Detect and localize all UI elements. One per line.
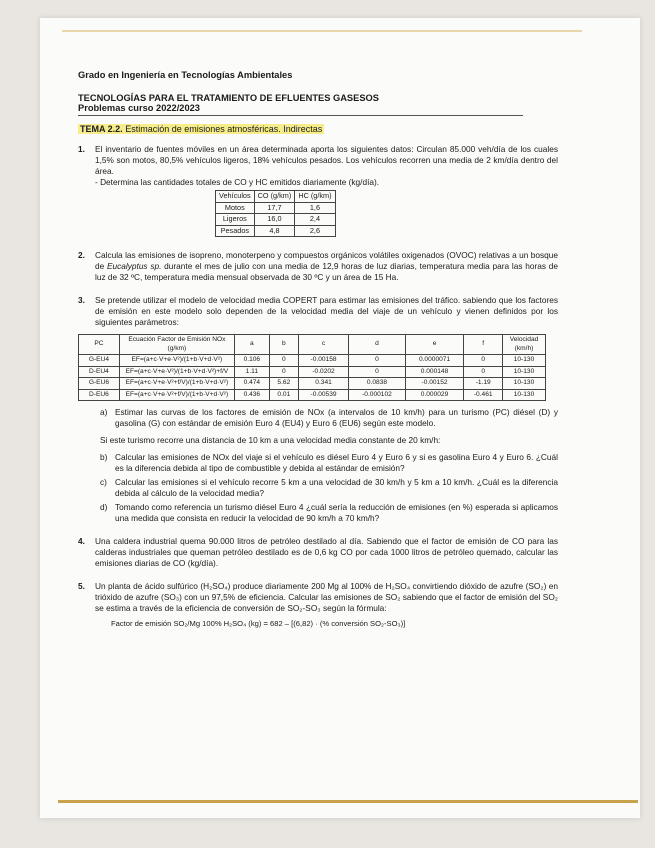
species-name: Eucalyptus sp. [107, 261, 162, 271]
problem-number: 2. [78, 250, 85, 260]
table-cell: Motos [216, 202, 255, 214]
table-row [79, 378, 546, 390]
header-rule [78, 115, 523, 116]
problem-text: El inventario de fuentes móviles en un área determinada aporta los siguientes datos: Circulan 85.000 veh/día de los cuales 1,5% son motos, 80,5% vehículos ligeros, 18% vehículos pesados. Los vehículos recorren una media de 2 km/día dentro del área. [95, 144, 558, 176]
problem-number: 1. [78, 144, 85, 154]
table-cell: 0.01 [269, 389, 298, 401]
subquestion-d [100, 502, 558, 524]
table-header: a [234, 335, 269, 355]
table-cell: 10-130 [503, 389, 546, 401]
table-header: Vehículos [216, 191, 255, 203]
table-cell: EF=(a+c·V+e·V²+f/V)/(1+b·V+d·V²) [119, 378, 234, 390]
table-cell: G-EU6 [79, 378, 120, 390]
table-cell: 0.436 [234, 389, 269, 401]
top-decorative-line [62, 30, 582, 32]
table-row [216, 202, 336, 214]
table-row [79, 389, 546, 401]
table-cell: 0.106 [234, 355, 269, 367]
table-cell: 0 [464, 366, 503, 378]
sub-label: b) [100, 452, 108, 462]
problem-number: 3. [78, 295, 85, 305]
emissions-table [215, 190, 336, 237]
table-cell: 10-130 [503, 378, 546, 390]
problem-text: Un planta de ácido sulfúrico (H₂SO₄) produce diariamente 200 Mg al 100% de H₂SO₄ convirtiendo dióxido de azufre (SO₂) en trióxido de azufre (SO₃) con un 97,5% de eficiencia. Calcular las emisiones de SO₂ sabiendo que el factor de emisión del SO₂ se estima a través de la eficiencia de conversión de SO₂-SO₃ según la fórmula: [95, 581, 558, 613]
problem-3-subquestions [100, 407, 558, 429]
copert-table [78, 334, 546, 401]
table-cell: 16,0 [254, 214, 295, 226]
sub-label: c) [100, 477, 107, 487]
table-cell: -0.00539 [298, 389, 348, 401]
table-cell: G-EU4 [79, 355, 120, 367]
degree-title: Grado en Ingeniería en Tecnologías Ambientales [78, 70, 293, 80]
table-header: HC (g/km) [295, 191, 335, 203]
problem-3-note: Si este turismo recorre una distancia de 10 km a una velocidad media constante de 20 km/h: [100, 435, 441, 445]
table-cell: -0.00158 [298, 355, 348, 367]
table-cell: 0 [269, 366, 298, 378]
sub-text: Calcular las emisiones de NOx del viaje si el vehículo es diésel Euro 4 y Euro 6 y si es gasolina Euro 4 y Euro 6. ¿Cuál es la diferencia debida al tipo de combustible y debida al estándar de emisión? [115, 452, 558, 473]
table-row [79, 355, 546, 367]
table-cell: -0.000102 [349, 389, 405, 401]
course-title: TECNOLOGÍAS PARA EL TRATAMIENTO DE EFLUENTES GASESOS [78, 93, 379, 103]
table-cell: 5.62 [269, 378, 298, 390]
table-cell: -0.0202 [298, 366, 348, 378]
table-cell: 10-130 [503, 366, 546, 378]
table-row [216, 225, 336, 237]
table-cell: 0.000029 [405, 389, 464, 401]
table-cell: D-EU6 [79, 389, 120, 401]
emission-formula: Factor de emisión SO₂/Mg 100% H₂SO₄ (kg) = 682 – [(6,82) · (% conversión SO₂-SO₃)] [111, 619, 406, 628]
tema-title: Estimación de emisiones atmosféricas. Indirectas [125, 124, 323, 134]
sub-text: Calcular las emisiones si el vehículo recorre 5 km a una velocidad de 30 km/h y 5 km a 10 km/h. ¿Cuál es la diferencia debida al cálculo de la velocidad media? [115, 477, 558, 498]
problem-task: - Determina las cantidades totales de CO y HC emitidos diariamente (kg/día). [95, 177, 380, 187]
table-cell: 0.0838 [349, 378, 405, 390]
table-cell: EF=(a+c·V+e·V²)/(1+b·V+d·V²) [119, 355, 234, 367]
table-cell: 0 [349, 355, 405, 367]
table-header: c [298, 335, 348, 355]
problem-number: 5. [78, 581, 85, 591]
table-header: d [349, 335, 405, 355]
problem-3 [78, 295, 558, 328]
subquestion-a [100, 407, 558, 429]
table-cell: 1,6 [295, 202, 335, 214]
table-cell: -0.461 [464, 389, 503, 401]
subquestion-c [100, 477, 558, 499]
problem-4 [78, 536, 558, 569]
table-cell: 1.11 [234, 366, 269, 378]
tema-heading [78, 124, 558, 135]
table-header: f [464, 335, 503, 355]
table-cell: 0.474 [234, 378, 269, 390]
table-cell: 2,6 [295, 225, 335, 237]
table-row [216, 214, 336, 226]
problem-number: 4. [78, 536, 85, 546]
sub-text: Tomando como referencia un turismo diésel Euro 4 ¿cuál sería la reducción de emisiones (en %) esperada si aplicamos una medida que consista en reducir la velocidad de 90 km/h a 70 km/h? [115, 502, 558, 523]
problem-1 [78, 144, 558, 237]
document-content [78, 70, 558, 629]
table-cell: D-EU4 [79, 366, 120, 378]
table-cell: 0.0000071 [405, 355, 464, 367]
problem-text: Una caldera industrial quema 90.000 litros de petróleo destilado al día. Sabiendo que el factor de emisión de CO para las calderas industriales que queman petróleo destilado es de 0,6 kg CO por cada 1000 litros de petróleo quemado, calcular las emisiones diarias de CO (kg/día). [95, 536, 558, 568]
table-cell: 0 [269, 355, 298, 367]
table-cell: -0.00152 [405, 378, 464, 390]
table-header: Ecuación Factor de Emisión NOx (g/km) [119, 335, 234, 355]
table-cell: EF=(a+c·V+e·V²+f/V)/(1+b·V+d·V²) [119, 389, 234, 401]
subquestion-b [100, 452, 558, 474]
table-cell: 10-130 [503, 355, 546, 367]
tema-label: TEMA 2.2. [80, 124, 123, 134]
table-cell: 0.341 [298, 378, 348, 390]
bottom-decorative-line [58, 800, 638, 803]
table-cell: 0 [464, 355, 503, 367]
table-header: PC [79, 335, 120, 355]
table-row [79, 366, 546, 378]
table-header: CO (g/km) [254, 191, 295, 203]
sub-label: a) [100, 407, 108, 417]
table-cell: EF=(a+c·V+e·V²)/(1+b·V+d·V²)+f/V [119, 366, 234, 378]
table-cell: 17,7 [254, 202, 295, 214]
problem-2 [78, 250, 558, 283]
table-header: b [269, 335, 298, 355]
table-cell: 2,4 [295, 214, 335, 226]
table-header: Velocidad (km/h) [503, 335, 546, 355]
sub-text: Estimar las curvas de los factores de emisión de NOx (a intervalos de 10 km/h) para un turismo (PC) diésel (D) y gasolina (G) con estándar de emisión Euro 4 (EU4) y Euro 6 (EU6) según este modelo. [115, 407, 558, 428]
problem-5 [78, 581, 558, 629]
table-cell: 4,8 [254, 225, 295, 237]
table-cell: Pesados [216, 225, 255, 237]
course-subtitle: Problemas curso 2022/2023 [78, 103, 200, 113]
table-cell: 0.000148 [405, 366, 464, 378]
problem-text: Calcula las emisiones de isopreno, monoterpeno y compuestos orgánicos volátiles oxigenados (OVOC) relativas a un bosque de Eucalyptus sp. durante el mes de julio con una media de 12,9 horas de luz diarias, temperatura media para las horas de luz de 32 ºC, temperatura media mensual observada de 30 ºC y un área de 15 Ha. [95, 250, 558, 282]
problem-text: Se pretende utilizar el modelo de velocidad media COPERT para estimar las emisiones del tráfico. sabiendo que los factores de emisión en este modelo solo dependen de la velocidad media del viaje de un vehículo y vienen definidos por los siguientes parámetros: [95, 295, 558, 327]
table-cell: -1.19 [464, 378, 503, 390]
table-cell: Ligeros [216, 214, 255, 226]
sub-label: d) [100, 502, 108, 512]
table-header: e [405, 335, 464, 355]
table-cell: 0 [349, 366, 405, 378]
problem-3-subquestions-2 [100, 452, 558, 524]
